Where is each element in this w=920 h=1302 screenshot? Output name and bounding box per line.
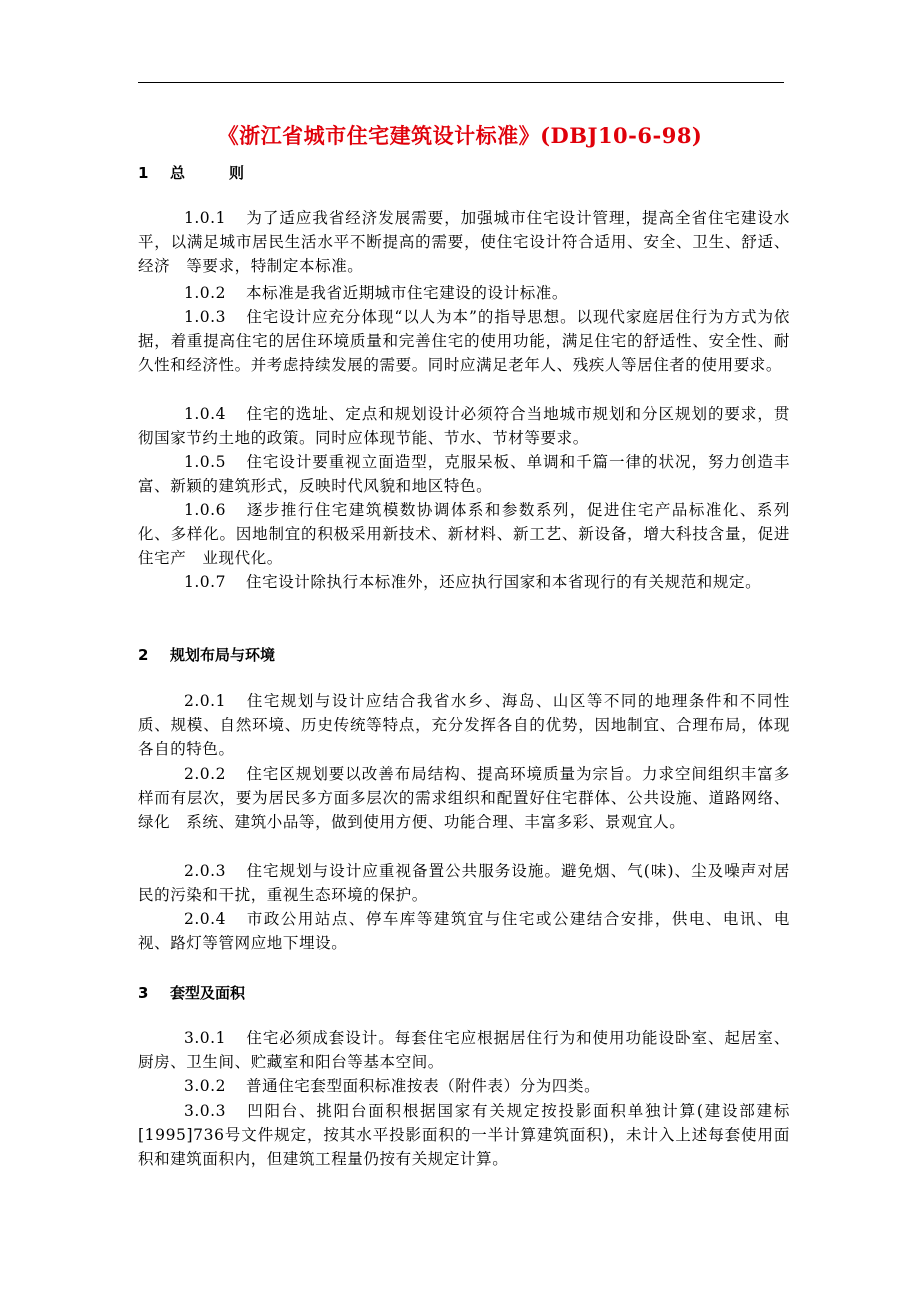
section-title: 套型及面积	[170, 984, 246, 1002]
section-heading-1	[138, 162, 288, 183]
clause-1-0-2: 1.0.2 本标准是我省近期城市住宅建设的设计标准。	[184, 284, 569, 302]
clause-1-0-5: 1.0.5 住宅设计要重视立面造型，克服呆板、单调和千篇一律的状况，努力创造丰富、新颖的建筑形式，反映时代风貌和地区特色。	[138, 453, 790, 496]
clause-2-0-1: 2.0.1 住宅规划与设计应结合我省水乡、海岛、山区等不同的地理条件和不同性质、规模、自然环境、历史传统等特点，充分发挥各自的优势，因地制宜、合理布局，体现各自的特色。	[138, 692, 790, 759]
section-number: 1	[138, 164, 149, 182]
section-number: 2	[138, 646, 149, 664]
header-rule	[138, 82, 784, 83]
clause-1-0-4: 1.0.4 住宅的选址、定点和规划设计必须符合当地城市规划和分区规划的要求，贯彻国家节约土地的政策。同时应体现节能、节水、节材等要求。	[138, 405, 790, 448]
clause-3-0-1: 3.0.1 住宅必须成套设计。每套住宅应根据居住行为和使用功能设卧室、起居室、厨房、卫生间、贮藏室和阳台等基本空间。	[138, 1029, 790, 1072]
clause-3-0-3: 3.0.3 凹阳台、挑阳台面积根据国家有关规定按投影面积单独计算(建设部建标[1995]736号文件规定，按其水平投影面积的一半计算建筑面积)，未计入上述每套使用面积和建筑面积内，但建筑工程量仍按有关规定计算。	[138, 1102, 790, 1169]
section-number: 3	[138, 984, 149, 1002]
clause-1-0-6: 1.0.6 逐步推行住宅建筑模数协调体系和参数系列，促进住宅产品标准化、系列化、多样化。因地制宜的积极采用新技术、新材料、新工艺、新设备，增大科技含量，促进住宅产 业现代化。	[138, 501, 790, 568]
clause-3-0-2: 3.0.2 普通住宅套型面积标准按表（附件表）分为四类。	[184, 1077, 601, 1095]
section-heading-3	[138, 982, 245, 1003]
clause-1-0-3: 1.0.3 住宅设计应充分体现“以人为本”的指导思想。以现代家庭居住行为方式为依据，着重提高住宅的居住环境质量和完善住宅的使用功能，满足住宅的舒适性、安全性、耐久性和经济性。并考虑持续发展的需要。同时应满足老年人、残疾人等居住者的使用要求。	[138, 308, 790, 375]
section-heading-2	[138, 644, 275, 665]
document-title: 《浙江省城市住宅建筑设计标准》(DBJ10-6-98)	[217, 123, 703, 148]
clause-1-0-7: 1.0.7 住宅设计除执行本标准外，还应执行国家和本省现行的有关规范和规定。	[184, 573, 762, 591]
clause-2-0-3: 2.0.3 住宅规划与设计应重视备置公共服务设施。避免烟、气(味)、尘及噪声对居民的污染和干扰，重视生态环境的保护。	[138, 862, 790, 905]
section-title: 总则	[170, 164, 289, 182]
clause-1-0-1: 1.0.1 为了适应我省经济发展需要，加强城市住宅设计管理，提高全省住宅建设水平，以满足城市居民生活水平不断提高的需要，使住宅设计符合适用、安全、卫生、舒适、经济 等要求，特制定本标准。	[138, 209, 790, 276]
section-title: 规划布局与环境	[170, 646, 276, 664]
clause-2-0-2: 2.0.2 住宅区规划要以改善布局结构、提高环境质量为宗旨。力求空间组织丰富多样而有层次，要为居民多方面多层次的需求组织和配置好住宅群体、公共设施、道路网络、绿化 系统、建筑小品等，做到使用方便、功能合理、丰富多彩、景观宜人。	[138, 765, 790, 832]
clause-2-0-4: 2.0.4 市政公用站点、停车库等建筑宜与住宅或公建结合安排，供电、电讯、电视、路灯等管网应地下埋设。	[138, 910, 790, 953]
